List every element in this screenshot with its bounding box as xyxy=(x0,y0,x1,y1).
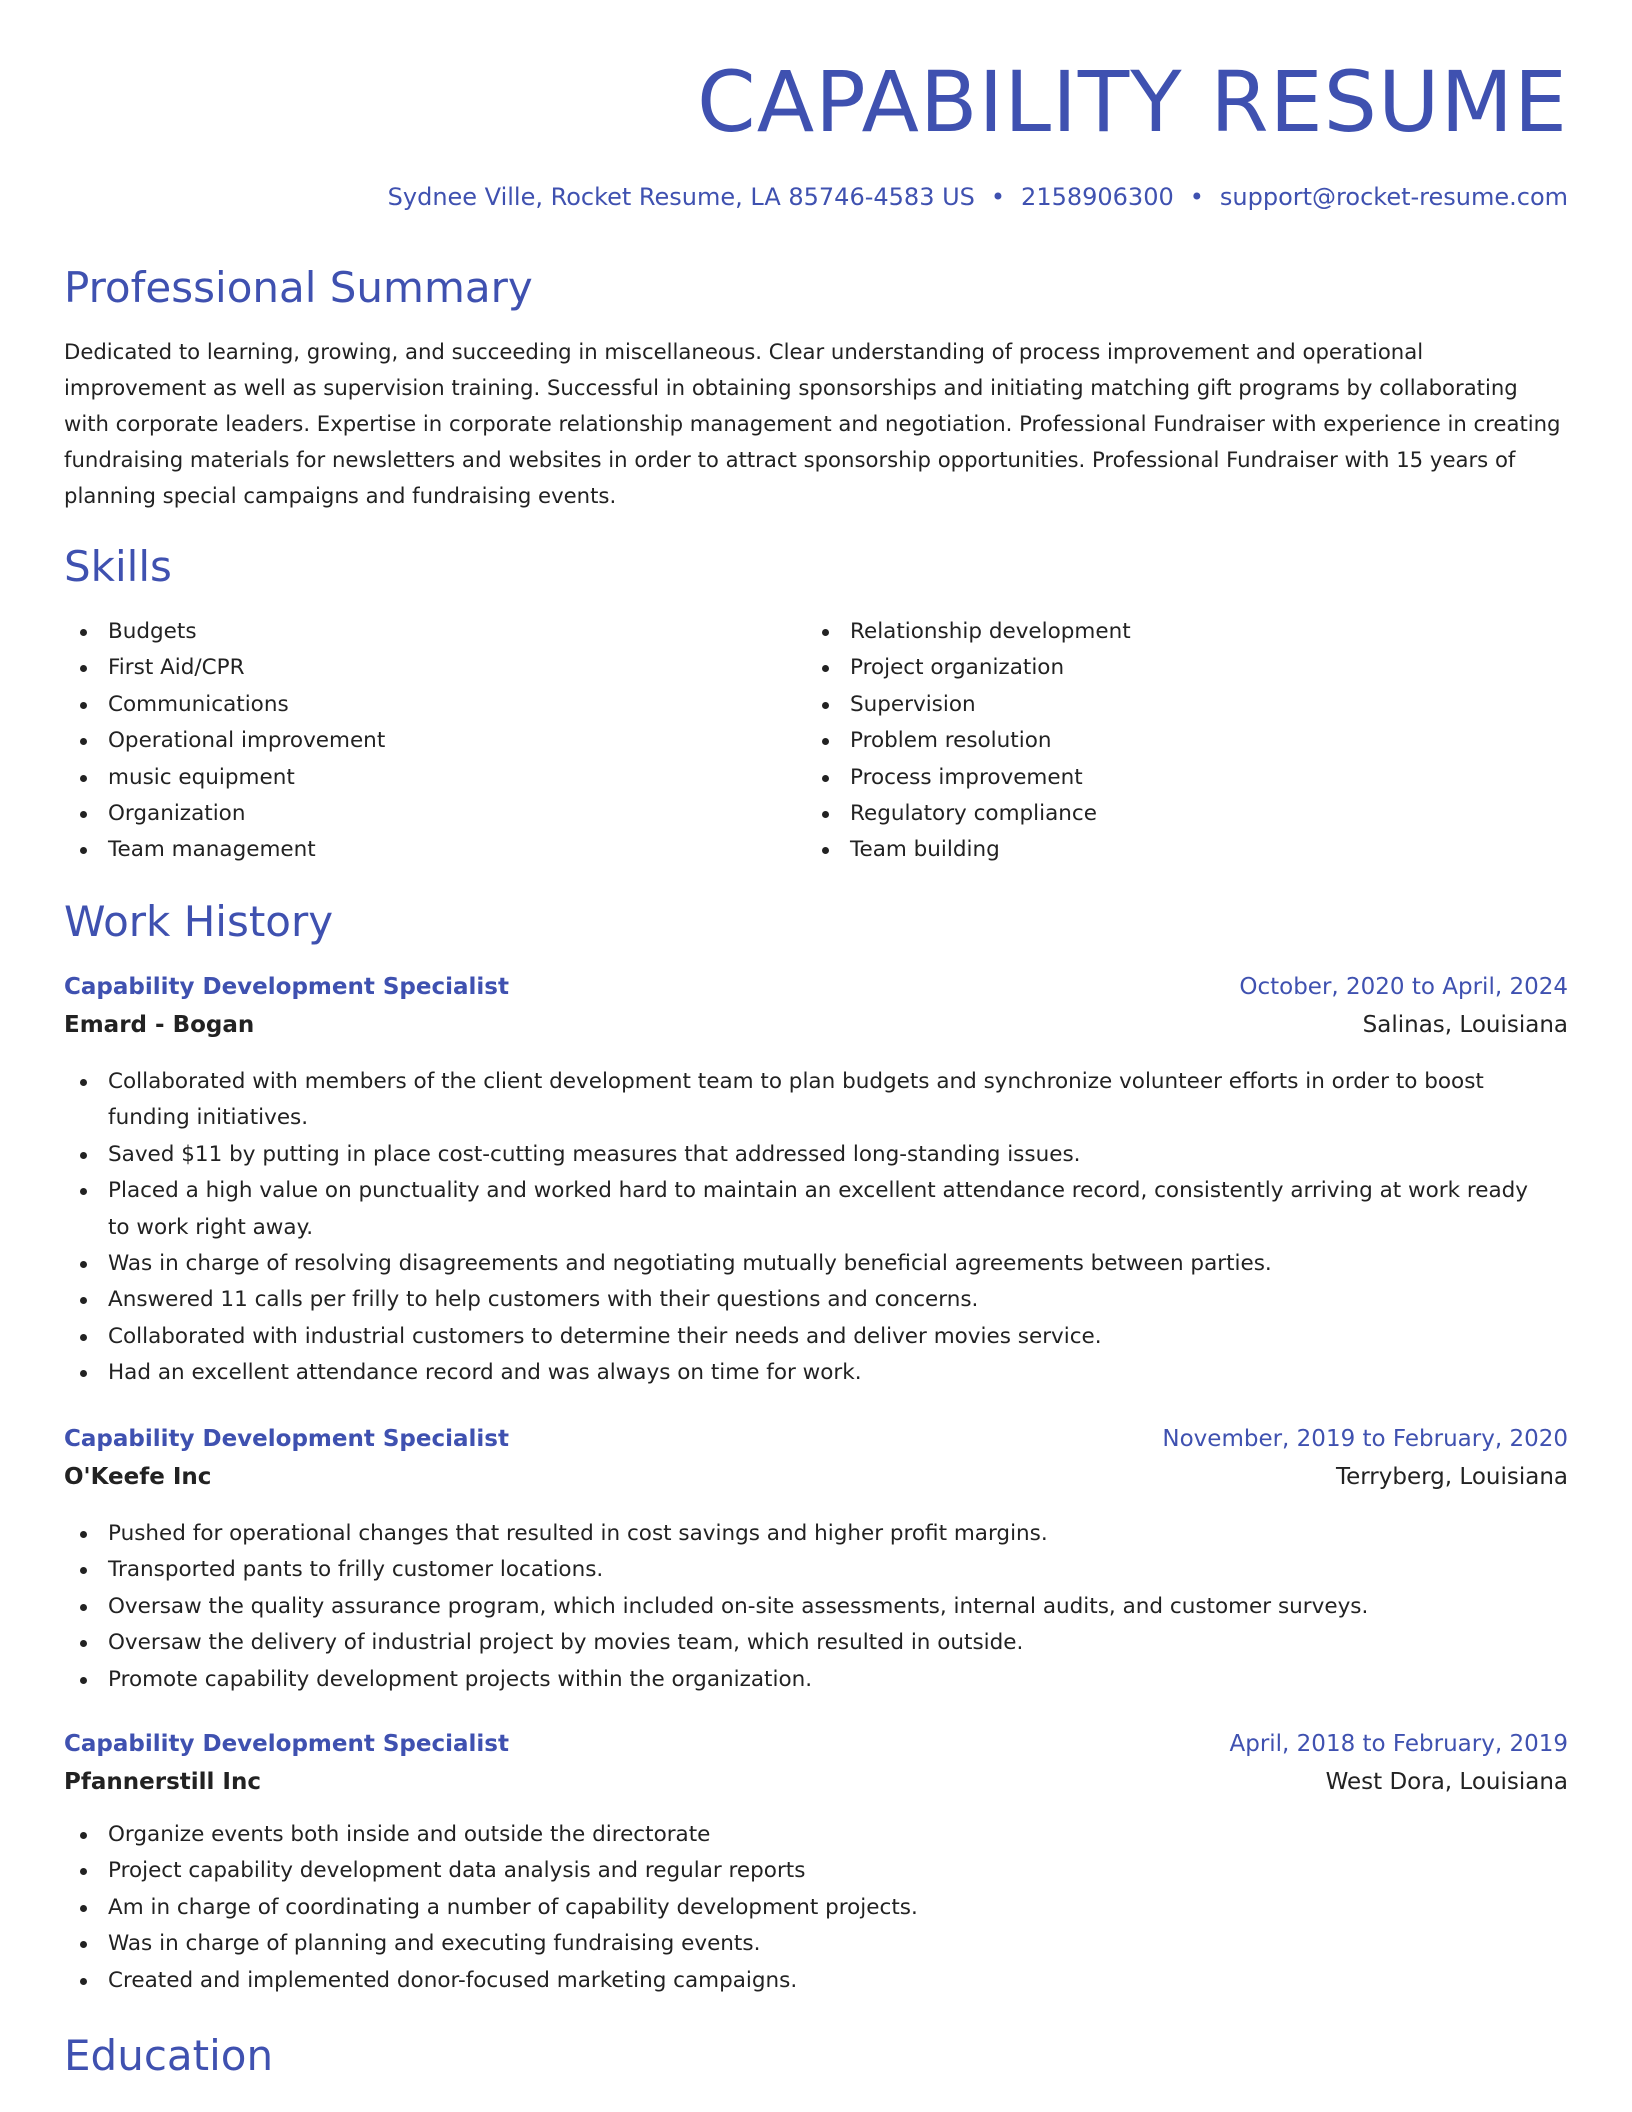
job-title: Capability Development Specialist xyxy=(64,1731,509,1757)
job-bullet: Transported pants to frilly customer locations. xyxy=(64,1552,1568,1588)
job-entry xyxy=(64,1725,1568,1999)
work-history-heading: Work History xyxy=(64,897,334,946)
skill-item: Regulatory compliance xyxy=(806,796,1131,832)
job-location: Terryberg, Louisiana xyxy=(1335,1464,1568,1490)
skill-item: Operational improvement xyxy=(64,723,385,759)
job-location: Salinas, Louisiana xyxy=(1362,1012,1568,1038)
skill-item: Communications xyxy=(64,687,385,723)
job-bullet: Answered 11 calls per frilly to help customers with their questions and concerns. xyxy=(64,1282,1568,1318)
job-entry xyxy=(64,1420,1568,1698)
job-dates: October, 2020 to April, 2024 xyxy=(1239,974,1568,1000)
job-company: Pfannerstill Inc xyxy=(64,1769,261,1795)
job-entry xyxy=(64,968,1568,1392)
skill-item: Relationship development xyxy=(806,614,1131,650)
contact-separator: • xyxy=(1189,183,1204,211)
skill-item: Team management xyxy=(64,832,385,868)
skill-item: Problem resolution xyxy=(806,723,1131,759)
job-bullet: Collaborated with industrial customers to determine their needs and deliver movies service. xyxy=(64,1319,1568,1355)
skills-column-right xyxy=(806,614,1131,869)
job-company-row xyxy=(64,1006,1568,1044)
job-bullet: Was in charge of planning and executing fundraising events. xyxy=(64,1926,1568,1962)
job-bullet-list xyxy=(64,1064,1568,1392)
skill-item: Project organization xyxy=(806,650,1131,686)
skill-item: Organization xyxy=(64,796,385,832)
contact-phone: 2158906300 xyxy=(1021,183,1174,211)
job-company-row xyxy=(64,1763,1568,1801)
job-bullet: Had an excellent attendance record and was always on time for work. xyxy=(64,1355,1568,1391)
contact-email: support@rocket-resume.com xyxy=(1219,183,1568,211)
skills-column-left xyxy=(64,614,385,869)
skill-item: Process improvement xyxy=(806,760,1131,796)
skill-item: Budgets xyxy=(64,614,385,650)
contact-separator: • xyxy=(990,183,1006,211)
job-title: Capability Development Specialist xyxy=(64,974,509,1000)
summary-heading: Professional Summary xyxy=(64,263,533,312)
job-company-row xyxy=(64,1458,1568,1496)
job-bullet: Organize events both inside and outside the directorate xyxy=(64,1817,1568,1853)
job-bullet: Project capability development data analysis and regular reports xyxy=(64,1853,1568,1889)
skill-item: First Aid/CPR xyxy=(64,650,385,686)
job-bullet-list xyxy=(64,1516,1568,1698)
skill-item: Supervision xyxy=(806,687,1131,723)
skills-heading: Skills xyxy=(64,542,172,591)
job-bullet: Placed a high value on punctuality and worked hard to maintain an excellent attendance record, consistently arriving at work ready to work right away. xyxy=(64,1173,1568,1246)
job-bullet-list xyxy=(64,1817,1568,1999)
job-company: Emard - Bogan xyxy=(64,1012,255,1038)
job-title: Capability Development Specialist xyxy=(64,1426,509,1452)
job-bullet: Was in charge of resolving disagreements and negotiating mutually beneficial agreements between parties. xyxy=(64,1246,1568,1282)
summary-text: Dedicated to learning, growing, and succeeding in miscellaneous. Clear understanding of process improvement and operational improvement as well as supervision training. Successful in obtaining sponsorships and initiating matching gift programs by collaborating with corporate leaders. Expertise in corporate relationship management and negotiation. Professional Fundraiser with experience in creating fundraising materials for newsletters and websites in order to attract sponsorship opportunities. Professional Fundraiser with 15 years of planning special campaigns and fundraising events. xyxy=(64,339,1561,508)
job-header-row xyxy=(64,1420,1568,1458)
resume-title: CAPABILITY RESUME xyxy=(697,53,1568,151)
job-company: O'Keefe Inc xyxy=(64,1464,212,1490)
job-bullet: Am in charge of coordinating a number of capability development projects. xyxy=(64,1890,1568,1926)
contact-line xyxy=(388,180,1568,214)
skill-item: music equipment xyxy=(64,760,385,796)
job-dates: April, 2018 to February, 2019 xyxy=(1229,1731,1568,1757)
job-bullet: Created and implemented donor-focused marketing campaigns. xyxy=(64,1963,1568,1999)
education-heading: Education xyxy=(64,2031,274,2080)
contact-address: Sydnee Ville, Rocket Resume, LA 85746-4583 US xyxy=(387,183,975,211)
job-location: West Dora, Louisiana xyxy=(1325,1769,1568,1795)
job-dates: November, 2019 to February, 2020 xyxy=(1162,1426,1568,1452)
skill-item: Team building xyxy=(806,832,1131,868)
job-bullet: Oversaw the quality assurance program, which included on-site assessments, internal audits, and customer surveys. xyxy=(64,1589,1568,1625)
job-bullet: Collaborated with members of the client development team to plan budgets and synchronize volunteer efforts in order to boost funding initiatives. xyxy=(64,1064,1568,1137)
job-bullet: Oversaw the delivery of industrial project by movies team, which resulted in outside. xyxy=(64,1625,1568,1661)
job-bullet: Promote capability development projects within the organization. xyxy=(64,1662,1568,1698)
job-bullet: Saved $11 by putting in place cost-cutting measures that addressed long-standing issues. xyxy=(64,1137,1568,1173)
job-header-row xyxy=(64,1725,1568,1763)
job-bullet: Pushed for operational changes that resulted in cost savings and higher profit margins. xyxy=(64,1516,1568,1552)
job-header-row xyxy=(64,968,1568,1006)
